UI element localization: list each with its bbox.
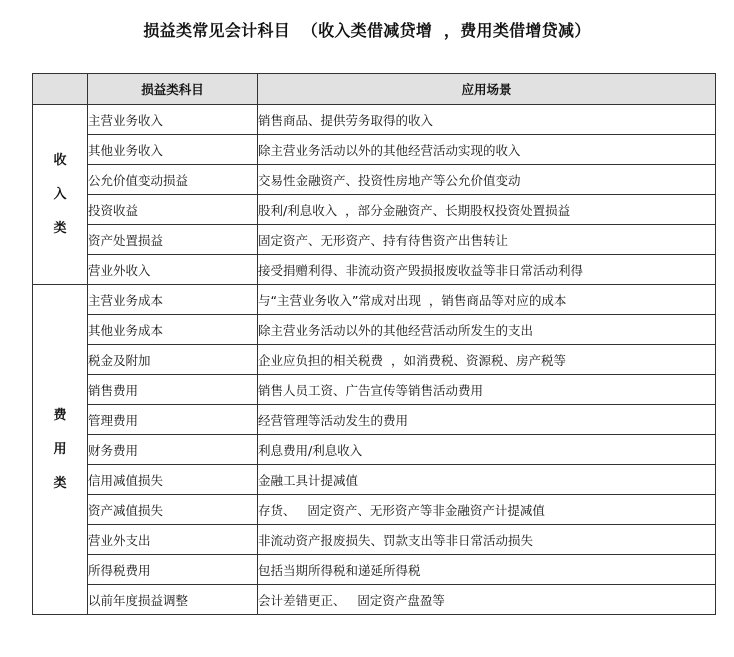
account-name: 投资收益 — [88, 195, 258, 225]
account-scenario: 销售人员工资、广告宣传等销售活动费用 — [258, 375, 716, 405]
account-scenario: 利息费用/利息收入 — [258, 435, 716, 465]
account-name: 主营业务成本 — [88, 285, 258, 315]
table-row — [33, 435, 716, 465]
table-header-row — [33, 74, 716, 105]
category-char: 收 — [53, 152, 67, 168]
table-row — [33, 165, 716, 195]
table-row — [33, 375, 716, 405]
account-name: 公允价值变动损益 — [88, 165, 258, 195]
table-row — [33, 345, 716, 375]
account-scenario: 存货、 固定资产、无形资产等非金融资产计提减值 — [258, 495, 716, 525]
account-name: 信用减值损失 — [88, 465, 258, 495]
account-scenario: 销售商品、提供劳务取得的收入 — [258, 105, 716, 135]
account-name: 其他业务收入 — [88, 135, 258, 165]
account-name: 销售费用 — [88, 375, 258, 405]
header-category — [33, 74, 88, 105]
account-scenario: 固定资产、无形资产、持有待售资产出售转让 — [258, 225, 716, 255]
account-name: 以前年度损益调整 — [88, 585, 258, 615]
account-name: 财务费用 — [88, 435, 258, 465]
account-name: 其他业务成本 — [88, 315, 258, 345]
account-name: 主营业务收入 — [88, 105, 258, 135]
category-char: 用 — [53, 441, 67, 457]
account-scenario: 金融工具计提减值 — [258, 465, 716, 495]
account-scenario: 股利/利息收入 ，部分金融资产、长期股权投资处置损益 — [258, 195, 716, 225]
account-name: 营业外支出 — [88, 525, 258, 555]
account-scenario: 非流动资产报废损失、罚款支出等非日常活动损失 — [258, 525, 716, 555]
account-name: 资产处置损益 — [88, 225, 258, 255]
category-char: 类 — [53, 220, 67, 236]
page-title: 损益类常见会计科目 （收入类借减贷增 ，费用类借增贷减） — [143, 21, 591, 40]
category-char: 类 — [53, 475, 67, 491]
header-scenario: 应用场景 — [258, 74, 716, 105]
account-scenario: 企业应负担的相关税费 ，如消费税、资源税、房产税等 — [258, 345, 716, 375]
table-row — [33, 195, 716, 225]
accounts-table — [32, 73, 716, 615]
table-row — [33, 285, 716, 315]
table-row — [33, 315, 716, 345]
table-row — [33, 495, 716, 525]
table-row — [33, 465, 716, 495]
account-scenario: 交易性金融资产、投资性房地产等公允价值变动 — [258, 165, 716, 195]
account-name: 营业外收入 — [88, 255, 258, 285]
account-scenario: 与“主营业务收入”常成对出现 ，销售商品等对应的成本 — [258, 285, 716, 315]
account-scenario: 会计差错更正、 固定资产盘盈等 — [258, 585, 716, 615]
account-name: 所得税费用 — [88, 555, 258, 585]
account-name: 资产减值损失 — [88, 495, 258, 525]
header-account: 损益类科目 — [88, 74, 258, 105]
category-expense — [33, 285, 88, 615]
table-row — [33, 585, 716, 615]
account-scenario: 除主营业务活动以外的其他经营活动所发生的支出 — [258, 315, 716, 345]
table-row — [33, 255, 716, 285]
account-scenario: 除主营业务活动以外的其他经营活动实现的收入 — [258, 135, 716, 165]
account-scenario: 经营管理等活动发生的费用 — [258, 405, 716, 435]
account-name: 管理费用 — [88, 405, 258, 435]
table-row — [33, 135, 716, 165]
category-char: 入 — [53, 186, 67, 202]
table-row — [33, 225, 716, 255]
category-char: 费 — [53, 407, 67, 423]
category-income — [33, 105, 88, 285]
account-scenario: 接受捐赠利得、非流动资产毁损报废收益等非日常活动利得 — [258, 255, 716, 285]
account-name: 税金及附加 — [88, 345, 258, 375]
table-row — [33, 525, 716, 555]
table-row — [33, 555, 716, 585]
account-scenario: 包括当期所得税和递延所得税 — [258, 555, 716, 585]
table-row — [33, 105, 716, 135]
table-row — [33, 405, 716, 435]
